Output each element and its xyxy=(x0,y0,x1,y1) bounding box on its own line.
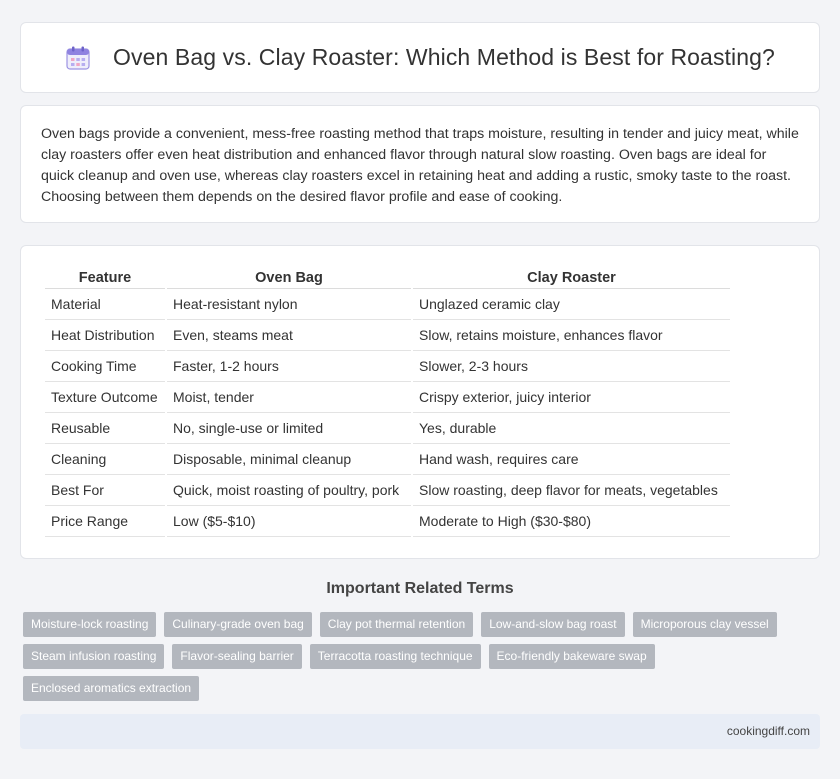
comparison-table-card xyxy=(20,245,820,559)
footer-site-link[interactable]: cookingdiff.com xyxy=(726,724,810,738)
term-tag[interactable]: Steam infusion roasting xyxy=(23,644,164,669)
term-tag[interactable]: Culinary-grade oven bag xyxy=(164,612,311,637)
page-title: Oven Bag vs. Clay Roaster: Which Method is Best for Roasting? xyxy=(113,44,775,70)
feature-cell: Price Range xyxy=(45,506,165,537)
feature-cell: Reusable xyxy=(45,413,165,444)
header-oven-bag: Oven Bag xyxy=(167,267,411,289)
clay-roaster-cell: Slower, 2-3 hours xyxy=(413,351,730,382)
clay-roaster-cell: Slow, retains moisture, enhances flavor xyxy=(413,320,730,351)
table-row xyxy=(45,444,730,475)
related-terms-title: Important Related Terms xyxy=(326,580,514,597)
clay-roaster-cell: Unglazed ceramic clay xyxy=(413,289,730,320)
table-row xyxy=(45,382,730,413)
comparison-table xyxy=(43,267,732,537)
clay-roaster-cell: Yes, durable xyxy=(413,413,730,444)
oven-bag-cell: Low ($5-$10) xyxy=(167,506,411,537)
footer xyxy=(20,714,820,749)
intro-card xyxy=(20,105,820,223)
term-tag[interactable]: Flavor-sealing barrier xyxy=(172,644,301,669)
intro-paragraph: Oven bags provide a convenient, mess-free roasting method that traps moisture, resulting in tender and juicy meat, while clay roasters offer even heat distribution and enhanced flavor through natural slow roasting. Oven bags are ideal for quick cleanup and oven use, whereas clay roasters excel in retaining heat and adding a rustic, smoky taste to the roast. Choosing between them depends on the desired flavor profile and ease of cooking. xyxy=(41,126,799,205)
header-feature: Feature xyxy=(45,267,165,289)
oven-bag-cell: Moist, tender xyxy=(167,382,411,413)
oven-bag-cell: Even, steams meat xyxy=(167,320,411,351)
header-card xyxy=(20,22,820,93)
clay-roaster-cell: Hand wash, requires care xyxy=(413,444,730,475)
term-tag[interactable]: Clay pot thermal retention xyxy=(320,612,473,637)
feature-cell: Cooking Time xyxy=(45,351,165,382)
term-tag[interactable]: Terracotta roasting technique xyxy=(310,644,481,669)
table-row xyxy=(45,475,730,506)
feature-cell: Material xyxy=(45,289,165,320)
header xyxy=(65,44,775,71)
table-row xyxy=(45,413,730,444)
feature-cell: Cleaning xyxy=(45,444,165,475)
feature-cell: Texture Outcome xyxy=(45,382,165,413)
feature-cell: Heat Distribution xyxy=(45,320,165,351)
clay-roaster-cell: Moderate to High ($30-$80) xyxy=(413,506,730,537)
term-tag[interactable]: Low-and-slow bag roast xyxy=(481,612,624,637)
term-tag[interactable]: Microporous clay vessel xyxy=(633,612,777,637)
clay-roaster-cell: Crispy exterior, juicy interior xyxy=(413,382,730,413)
term-tag[interactable]: Enclosed aromatics extraction xyxy=(23,676,199,701)
table-header-row xyxy=(45,267,730,289)
table-row xyxy=(45,320,730,351)
oven-bag-cell: No, single-use or limited xyxy=(167,413,411,444)
oven-bag-cell: Faster, 1-2 hours xyxy=(167,351,411,382)
feature-cell: Best For xyxy=(45,475,165,506)
table-row xyxy=(45,351,730,382)
table-row xyxy=(45,506,730,537)
related-terms-list xyxy=(23,612,823,701)
calendar-icon xyxy=(65,45,91,71)
header-clay-roaster: Clay Roaster xyxy=(413,267,730,289)
oven-bag-cell: Quick, moist roasting of poultry, pork xyxy=(167,475,411,506)
clay-roaster-cell: Slow roasting, deep flavor for meats, vegetables xyxy=(413,475,730,506)
term-tag[interactable]: Moisture-lock roasting xyxy=(23,612,156,637)
oven-bag-cell: Disposable, minimal cleanup xyxy=(167,444,411,475)
oven-bag-cell: Heat-resistant nylon xyxy=(167,289,411,320)
table-row xyxy=(45,289,730,320)
term-tag[interactable]: Eco-friendly bakeware swap xyxy=(489,644,655,669)
